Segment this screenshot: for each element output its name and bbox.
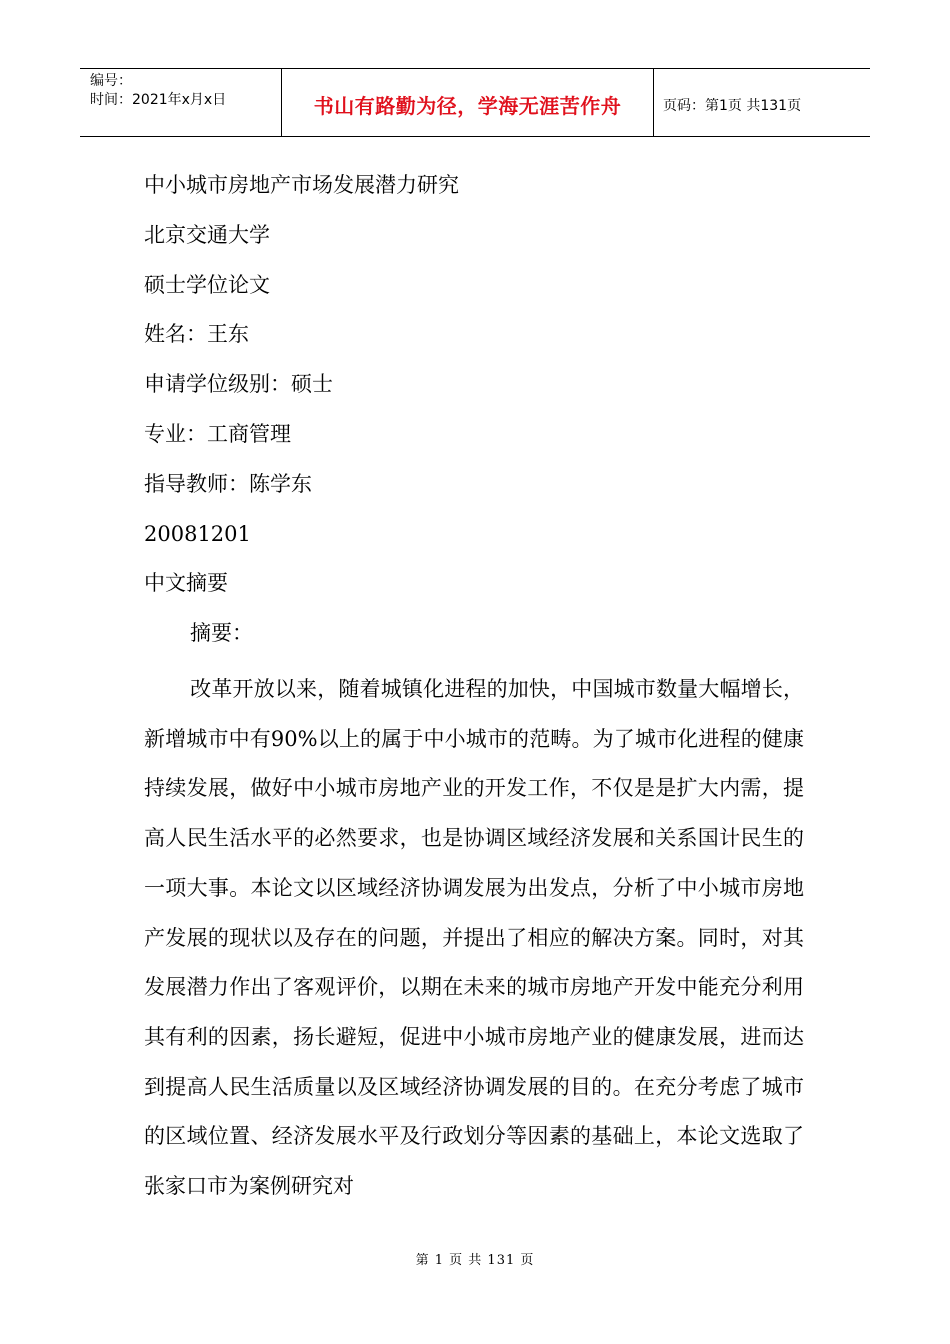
header-page-cell <box>654 69 870 136</box>
abstract-heading: 中文摘要 <box>144 571 228 595</box>
abstract-label: 摘要： <box>190 621 253 645</box>
page-info: 页码：第1页 共131页 <box>663 98 802 114</box>
degree-level: 申请学位级别：硕士 <box>144 372 333 396</box>
abstract-text: 改革开放以来，随着城镇化进程的加快，中国城市数量大幅增长，新增城市中有90%以上的属于中小城市的范畴。为了城市化进程的健康持续发展，做好中小城市房地产业的开发工作，不仅是是扩大内需，提高人民生活水平的必然要求，也是协调区域经济发展和关系国计民生的一项大事。本论文以区域经济协调发展为出发点，分析了中小城市房地产发展的现状以及存在的问题，并提出了相应的解决方案。同时，对其发展潜力作出了客观评价，以期在未来的城市房地产开发中能充分利用其有利的因素，扬长避短，促进中小城市房地产业的健康发展，进而达到提高人民生活质量以及区域经济协调发展的目的。在充分考虑了城市的区域位置、经济发展水平及行政划分等因素的基础上，本论文选取了张家口市为案例研究对 <box>144 677 804 1199</box>
degree-type: 硕士学位论文 <box>144 273 270 297</box>
header-meta-cell <box>80 69 282 136</box>
time-label: 时间：2021年x月x日 <box>90 92 227 108</box>
document-header <box>80 68 870 137</box>
author-name: 姓名：王东 <box>144 322 249 346</box>
university: 北京交通大学 <box>144 223 270 247</box>
advisor: 指导教师：陈学东 <box>144 472 312 496</box>
header-motto-cell <box>282 69 654 136</box>
page-footer: 第 1 页 共 131 页 <box>415 1253 535 1268</box>
date: 20081201 <box>144 522 251 546</box>
motto: 书山有路勤为径，学海无涯苦作舟 <box>313 94 622 118</box>
major: 专业：工商管理 <box>144 422 291 446</box>
abstract-paragraph <box>144 665 804 1212</box>
document-title: 中小城市房地产市场发展潜力研究 <box>144 173 459 197</box>
number-label: 编号： <box>90 73 132 89</box>
